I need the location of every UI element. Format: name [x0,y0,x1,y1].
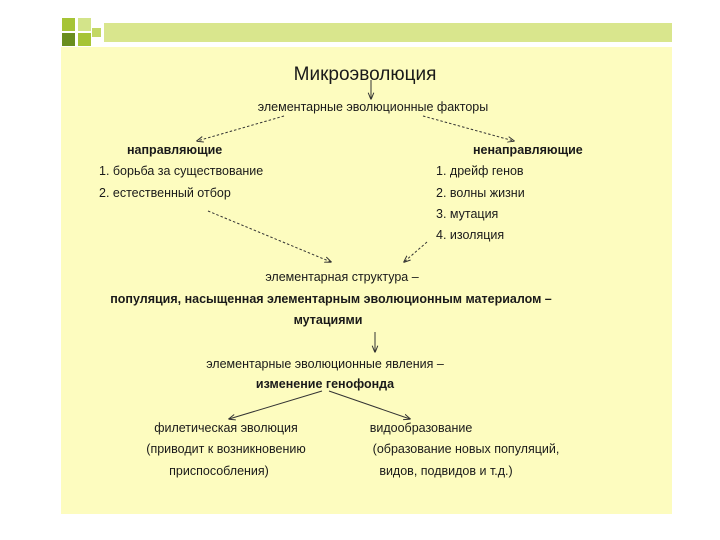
speciation-line-1: видообразование [369,421,473,435]
structure-line-3: мутациями [293,313,363,327]
non-directing-item: 1. дрейф генов [436,164,524,178]
phenomena-line-1: элементарные эволюционные явления – [206,357,444,371]
phyletic-line-2: (приводит к возникновению [146,442,306,456]
phyletic-line-1: филетическая эволюция [154,421,298,435]
non-directing-item: 3. мутация [436,207,499,221]
logo-square [62,18,75,31]
logo-square [62,33,75,46]
non-directing-heading: ненаправляющие [473,143,583,157]
header-bar [104,23,672,42]
speciation-line-2: (образование новых популяций, [372,442,560,456]
speciation-line-3: видов, подвидов и т.д.) [379,464,513,478]
directing-item: 2. естественный отбор [99,186,231,200]
non-directing-item: 2. волны жизни [436,186,525,200]
directing-heading: направляющие [127,143,223,157]
logo-square [92,28,101,37]
directing-item: 1. борьба за существование [99,164,264,178]
non-directing-item: 4. изоляция [436,228,505,242]
structure-line-2: популяция, насыщенная элементарным эволюционным материалом – [110,292,552,306]
phenomena-line-2: изменение генофонда [255,377,395,391]
logo-square [78,18,91,31]
phyletic-line-3: приспособления) [169,464,269,478]
structure-line-1: элементарная структура – [265,270,419,284]
logo-square [78,33,91,46]
factors-heading: элементарные эволюционные факторы [257,100,489,114]
diagram-title: Микроэволюция [293,64,437,85]
